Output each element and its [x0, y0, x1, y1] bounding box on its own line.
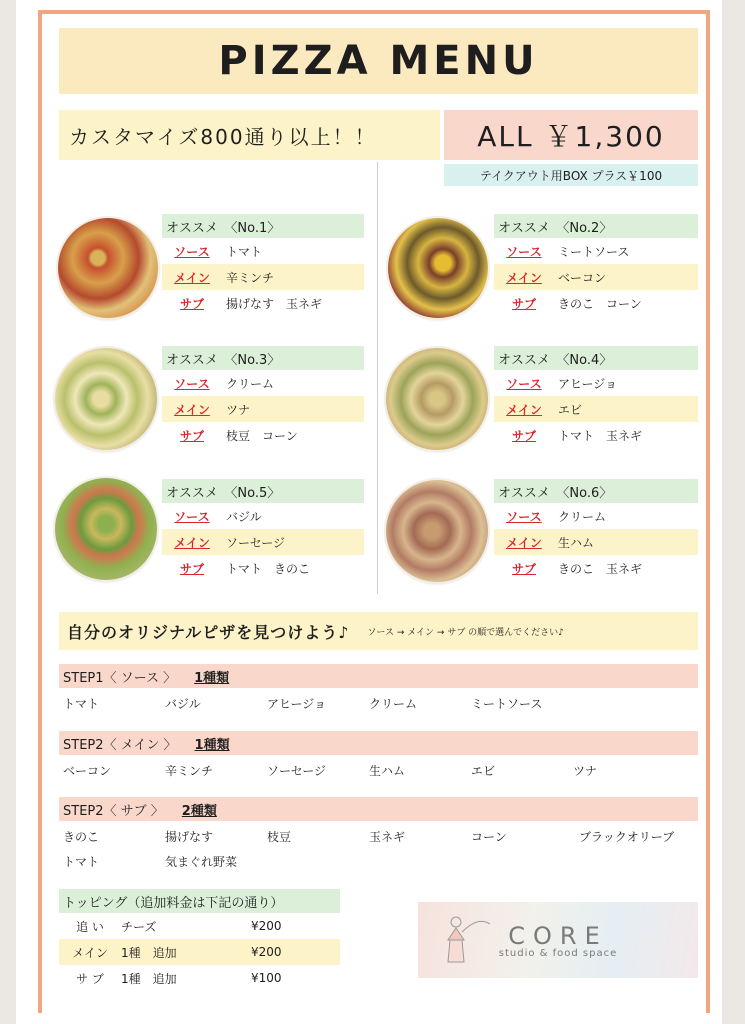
sauce-label: ソース — [174, 244, 210, 259]
sauce-label: ソース — [506, 509, 542, 524]
option: 生ハム — [369, 763, 406, 778]
topping-price: ¥200 — [251, 945, 282, 959]
option: トマト — [63, 854, 100, 869]
recommendation-5 — [162, 479, 364, 581]
sauce-label: ソース — [506, 244, 542, 259]
option: ソーセージ — [267, 763, 327, 778]
main-label: メイン — [174, 402, 210, 417]
sub-label: サブ — [511, 428, 536, 443]
recommendation-sauce-row — [494, 238, 698, 264]
step2-main-count: 1種類 — [194, 737, 230, 753]
main-label: メイン — [506, 402, 542, 417]
sub-value: トマト 玉ネギ — [558, 428, 643, 443]
step2-sub-header — [59, 797, 698, 821]
recommendation-sub-row — [162, 555, 364, 581]
main-label: メイン — [506, 535, 542, 550]
recommendation-sub-row — [162, 290, 364, 316]
recommendation-sauce-row — [494, 370, 698, 396]
option: 辛ミンチ — [165, 763, 214, 778]
topping-price: ¥200 — [251, 919, 282, 933]
main-value: 辛ミンチ — [226, 270, 275, 285]
toppings-heading: トッピング（追加料金は下記の通り） — [59, 889, 340, 913]
option: トマト — [63, 696, 100, 711]
recommendation-title: オススメ 〈No.1〉 — [162, 214, 364, 238]
recommendation-main-row — [162, 529, 364, 555]
sub-value: きのこ コーン — [558, 296, 642, 311]
sauce-value: クリーム — [558, 509, 607, 524]
sub-label: サブ — [179, 296, 204, 311]
option: クリーム — [369, 696, 418, 711]
option: ベーコン — [63, 763, 112, 778]
recommendation-title: オススメ 〈No.5〉 — [162, 479, 364, 503]
sub-value: 枝豆 コーン — [226, 428, 298, 443]
option: バジル — [165, 696, 201, 711]
recommendation-title: オススメ 〈No.3〉 — [162, 346, 364, 370]
build-your-own-banner — [59, 612, 698, 650]
recommendation-main-row — [162, 264, 364, 290]
main-label: メイン — [174, 535, 210, 550]
step2-main-options — [59, 759, 698, 781]
option: ミートソース — [471, 696, 543, 711]
sauce-label: ソース — [506, 376, 542, 391]
sub-value: きのこ 玉ネギ — [558, 561, 643, 576]
logo-name: CORE — [508, 921, 608, 950]
sauce-value: アヒージョ — [558, 376, 618, 391]
recommendation-3 — [162, 346, 364, 448]
sauce-value: ミートソース — [558, 244, 630, 259]
recommendation-main-row — [162, 396, 364, 422]
recommendation-6 — [494, 479, 698, 581]
option: 気まぐれ野菜 — [165, 854, 238, 869]
core-logo — [418, 902, 698, 978]
sauce-label: ソース — [174, 376, 210, 391]
build-your-own-instruction: ソース → メイン → サブ の順で選んでください♪ — [367, 627, 564, 638]
main-label: メイン — [506, 270, 542, 285]
topping-key: サ ブ — [76, 971, 104, 986]
topping-item: 1種 追加 — [121, 971, 177, 986]
menu-title: PIZZA MENU — [59, 28, 698, 94]
takeout-note: テイクアウト用BOX プラス￥100 — [444, 164, 698, 186]
pizza-photo-5 — [55, 478, 157, 580]
sub-value: 揚げなす 玉ネギ — [226, 296, 323, 311]
step2-main-header — [59, 731, 698, 755]
recommendation-title: オススメ 〈No.4〉 — [494, 346, 698, 370]
chef-figure-icon — [432, 910, 492, 972]
recommendation-sauce-row — [162, 238, 364, 264]
sub-label: サブ — [179, 428, 204, 443]
main-value: ツナ — [226, 402, 251, 417]
pizza-photo-6 — [386, 480, 488, 582]
recommendation-sauce-row — [494, 503, 698, 529]
step2-sub-count: 2種類 — [181, 803, 217, 819]
sauce-value: バジル — [226, 509, 262, 524]
pizza-photo-1 — [58, 218, 158, 318]
price-banner: ALL ￥1,300 — [444, 110, 698, 160]
logo-tagline: studio & food space — [498, 947, 618, 959]
sauce-label: ソース — [174, 509, 210, 524]
recommendation-4 — [494, 346, 698, 448]
pizza-photo-3 — [55, 348, 157, 450]
recommendation-1 — [162, 214, 364, 316]
recommendation-title: オススメ 〈No.6〉 — [494, 479, 698, 503]
step1-header — [59, 664, 698, 688]
option: 玉ネギ — [369, 829, 406, 844]
recommendation-sauce-row — [162, 370, 364, 396]
toppings-table — [59, 913, 340, 991]
option: アヒージョ — [267, 696, 327, 711]
main-value: ソーセージ — [226, 535, 286, 550]
pizza-photo-4 — [386, 348, 488, 450]
topping-item: 1種 追加 — [121, 945, 177, 960]
option: ブラックオリーブ — [579, 829, 675, 844]
recommendation-main-row — [494, 396, 698, 422]
topping-row — [59, 965, 340, 991]
topping-item: チーズ — [121, 919, 157, 934]
step1-count: 1種類 — [194, 670, 230, 686]
sauce-value: クリーム — [226, 376, 275, 391]
option: コーン — [471, 829, 507, 844]
customize-tagline: カスタマイズ800通り以上！！ — [59, 110, 440, 160]
option: 揚げなす — [165, 829, 214, 844]
topping-row — [59, 939, 340, 965]
step2-main-label: STEP2〈 メイン 〉 — [63, 737, 177, 753]
topping-price: ¥100 — [251, 971, 282, 985]
recommendation-sub-row — [494, 290, 698, 316]
option: ツナ — [573, 763, 598, 778]
recommendation-main-row — [494, 529, 698, 555]
build-your-own-heading: 自分のオリジナルピザを見つけよう♪ — [67, 622, 350, 642]
step2-sub-options — [59, 825, 698, 847]
recommendation-sub-row — [494, 422, 698, 448]
main-value: 生ハム — [558, 535, 595, 550]
sub-label: サブ — [179, 561, 204, 576]
step1-label: STEP1〈 ソース 〉 — [63, 670, 177, 686]
topping-row — [59, 913, 340, 939]
option: エビ — [471, 763, 496, 778]
recommendation-sauce-row — [162, 503, 364, 529]
pizza-photo-2 — [388, 218, 488, 318]
option: きのこ — [63, 829, 100, 844]
step2-sub-label: STEP2〈 サブ 〉 — [63, 803, 164, 819]
topping-key: メイン — [72, 945, 108, 960]
main-value: エビ — [558, 402, 583, 417]
recommendation-sub-row — [494, 555, 698, 581]
topping-key: 追 い — [76, 919, 104, 934]
recommendation-sub-row — [162, 422, 364, 448]
recommendation-2 — [494, 214, 698, 316]
main-value: ベーコン — [558, 270, 607, 285]
step1-options — [59, 692, 698, 714]
column-divider — [377, 162, 378, 594]
sub-value: トマト きのこ — [226, 561, 311, 576]
recommendation-main-row — [494, 264, 698, 290]
step2-sub-options-row2 — [59, 850, 698, 872]
sauce-value: トマト — [226, 244, 263, 259]
recommendation-title: オススメ 〈No.2〉 — [494, 214, 698, 238]
sub-label: サブ — [511, 561, 536, 576]
sub-label: サブ — [511, 296, 536, 311]
option: 枝豆 — [267, 829, 292, 844]
main-label: メイン — [174, 270, 210, 285]
